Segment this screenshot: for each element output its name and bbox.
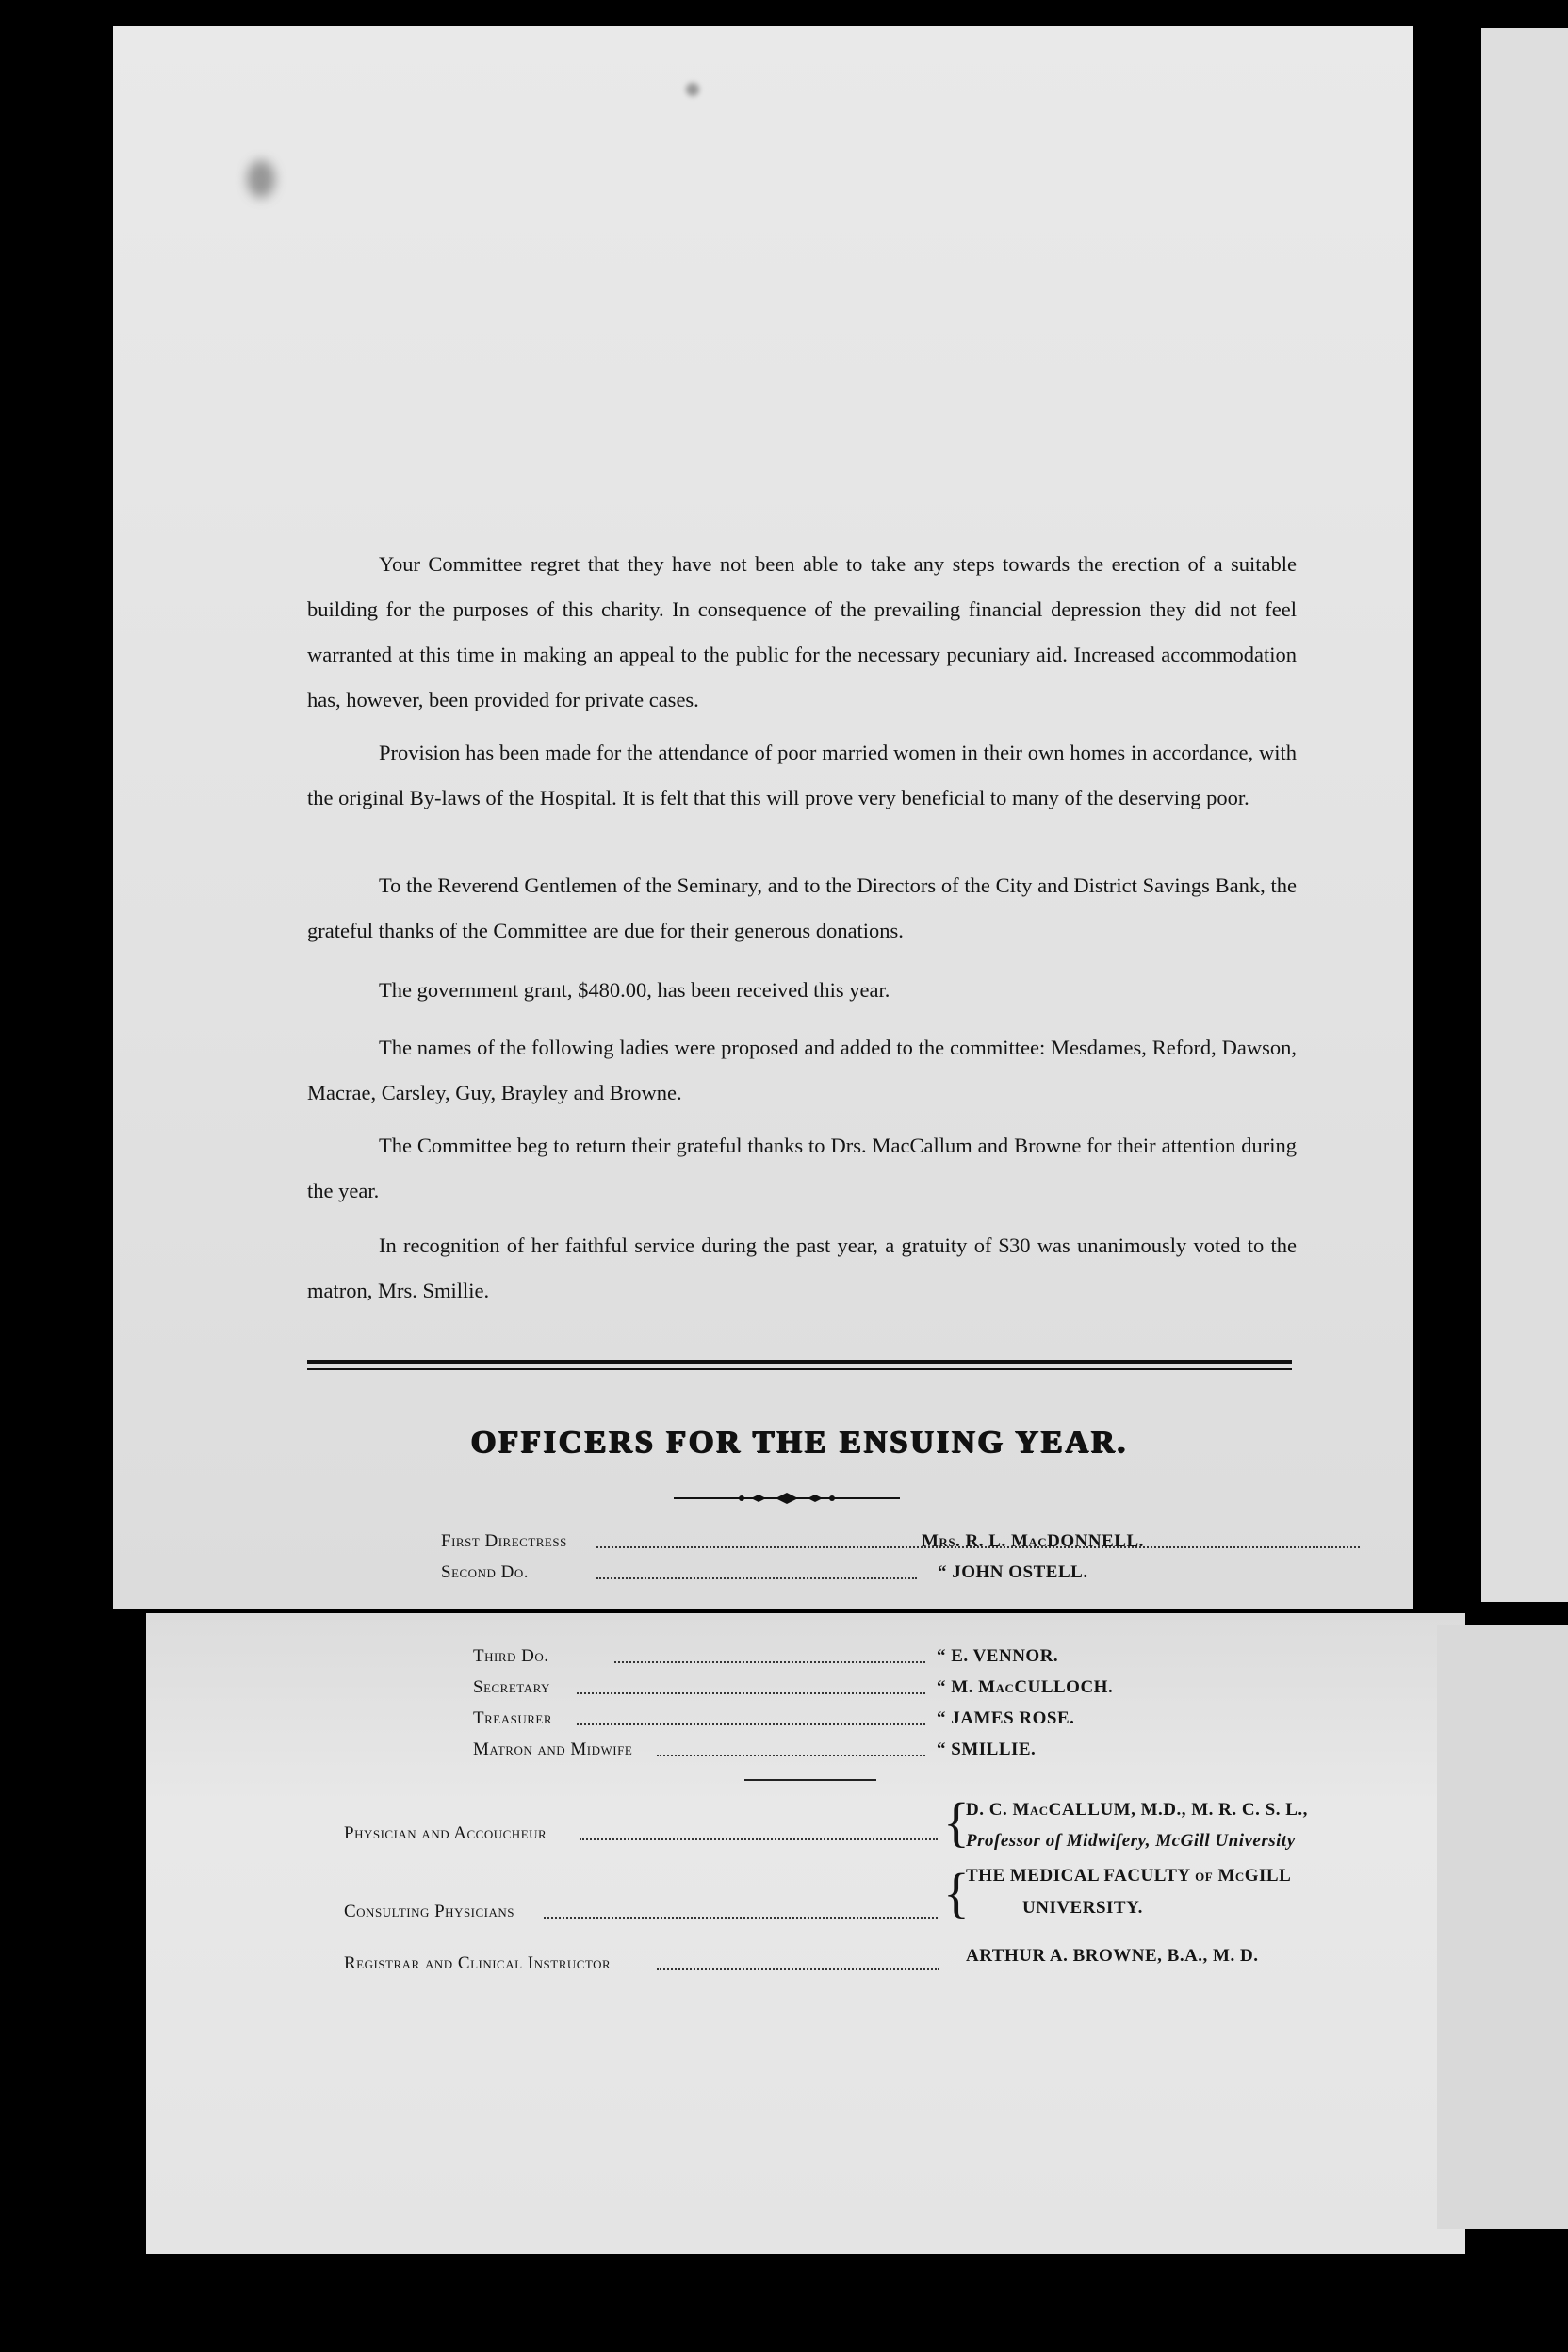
officer-title: Second Do. [441, 1562, 529, 1582]
paragraph-building: Your Committee regret that they have not been able to take any steps towards the erection of a suitable building for the purposes of this charity. In consequence of the prevailing financial depression they did not feel warranted at this time in making an appeal to the public for the necessary pecuniary aid. Increased accommodation has, however, been provided for private cases. [307, 552, 1297, 711]
leader-dots [577, 1723, 925, 1725]
document-page-lower-fragment [146, 1613, 1465, 2254]
leader-dots [657, 1968, 939, 1970]
paragraph-provision: Provision has been made for the attendance of poor married women in their own homes in accordance, with the original By-laws of the Hospital. It is felt that this will prove very beneficial to many of the deserving poor. [307, 741, 1297, 809]
medical-title: Consulting Physicians [344, 1902, 515, 1921]
adjacent-page-edge [1481, 28, 1568, 1602]
divider-rule-thick [307, 1360, 1292, 1364]
medical-name-line: Professor of Midwifery, McGill University [966, 1831, 1296, 1851]
officer-name: “ M. MacCULLOCH. [937, 1677, 1114, 1697]
paragraph-thanks-doctors: The Committee beg to return their grateful thanks to Drs. MacCallum and Browne for their attention during the year. [307, 1134, 1297, 1202]
officer-title: Treasurer [473, 1708, 553, 1728]
divider-rule-thin [307, 1368, 1292, 1370]
medical-name-line: THE MEDICAL FACULTY of McGILL [966, 1866, 1292, 1886]
leader-dots [580, 1838, 938, 1840]
officer-name: Mrs. R. L. MacDONNELL. [922, 1531, 1144, 1551]
paragraph-committee-names: The names of the following ladies were proposed and added to the committee: Mesdames, Reford, Dawson, Macrae, Carsley, Guy, Brayley and Browne. [307, 1036, 1297, 1104]
paragraph-government-grant: The government grant, $480.00, has been received this year. [379, 978, 890, 1002]
officer-name: “ JOHN OSTELL. [938, 1562, 1088, 1582]
leader-dots [577, 1692, 925, 1694]
officer-title: First Directress [441, 1531, 567, 1551]
brace-icon: { [943, 1791, 971, 1853]
officers-heading: OFFICERS FOR THE ENSUING YEAR. [470, 1425, 1129, 1460]
paragraph-thanks-seminary: To the Reverend Gentlemen of the Seminary, and to the Directors of the City and District Savings Bank, the grateful thanks of the Committee are due for their generous donations. [307, 874, 1297, 942]
officer-title: Matron and Midwife [473, 1740, 633, 1759]
leader-dots [544, 1917, 938, 1919]
officer-name: “ SMILLIE. [937, 1740, 1037, 1759]
ornament-divider [674, 1492, 900, 1505]
leader-dots [596, 1577, 917, 1579]
medical-title: Physician and Accoucheur [344, 1823, 547, 1843]
short-divider [744, 1779, 876, 1781]
medical-title: Registrar and Clinical Instructor [344, 1953, 612, 1973]
brace-icon: { [943, 1862, 971, 1923]
ink-speck [686, 83, 699, 96]
adjacent-page-edge-lower [1437, 1625, 1568, 2229]
medical-name-line: ARTHUR A. BROWNE, B.A., M. D. [966, 1946, 1259, 1966]
leader-dots [614, 1661, 925, 1663]
medical-name-line: D. C. MacCALLUM, M.D., M. R. C. S. L., [966, 1800, 1308, 1820]
officer-name: “ JAMES ROSE. [937, 1708, 1075, 1728]
officer-name: “ E. VENNOR. [937, 1646, 1059, 1666]
officer-title: Secretary [473, 1677, 550, 1697]
officer-title: Third Do. [473, 1646, 549, 1666]
leader-dots [657, 1755, 925, 1756]
ink-smudge [247, 160, 275, 198]
paragraph-gratuity: In recognition of her faithful service during the past year, a gratuity of $30 was unanimously voted to the matron, Mrs. Smillie. [307, 1233, 1297, 1302]
medical-name-line: UNIVERSITY. [1022, 1898, 1143, 1918]
